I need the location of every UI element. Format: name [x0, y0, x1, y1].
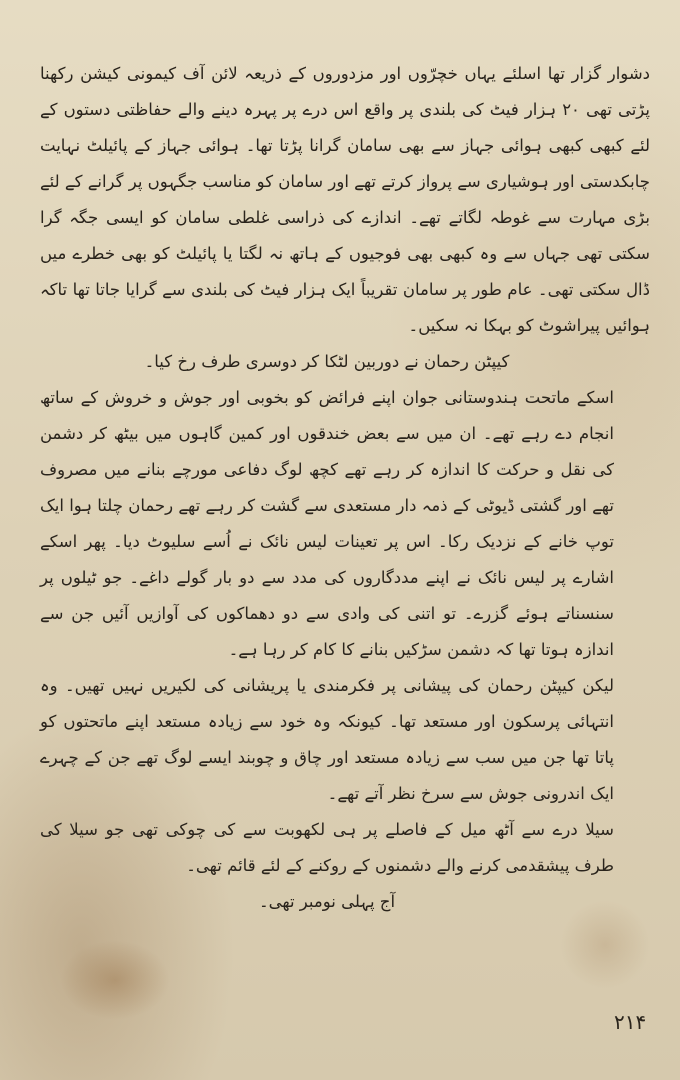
page-text: [40, 56, 650, 920]
paragraph: سیلا درے سے آٹھ میل کے فاصلے پر ہی لکھوبت سے کی چوکی تھی جو سیلا کی طرف پیشقدمی کرنے والے دشمنوں کے روکنے کے لئے قائم تھی۔: [40, 820, 614, 875]
page-number: ۲۱۴: [614, 1010, 647, 1034]
paragraph: دشوار گزار تھا اسلئے یہاں خچرّوں اور مزدوروں کے ذریعہ لائن آف کیمونی کیشن رکھنا پڑتی تھی ۲۰ ہزار فیٹ کی بلندی پر واقع اس درے پر پہرہ دینے والے حفاظتی دستوں کے لئے کبھی کبھی ہوائی جہاز سے بھی سامان گرانا پڑتا تھا۔ ہوائی جہاز کے پائیلٹ نہایت چابکدستی اور ہوشیاری سے پرواز کرتے تھے اور سامان کو مناسب جگہوں پر گرانے کے لئے بڑی مہارت سے غوطہ لگاتے تھے۔ اندازے کی ذراسی غلطی سامان کو ایسی جگہ گرا سکتی تھی جہاں سے وہ کبھی بھی فوجیوں کے ہاتھ نہ لگتا یا پائیلٹ کو بھی خطرے میں ڈال سکتی تھی۔ عام طور پر سامان تقریباً ایک ہزار فیٹ کی بلندی سے گرایا جاتا تھا تاکہ ہوائیں پیراشوٹ کو بہکا نہ سکیں۔: [40, 64, 650, 335]
paragraph: اسکے ماتحت ہندوستانی جوان اپنے فرائض کو بخوبی اور جوش و خروش کے ساتھ انجام دے رہے تھے۔ ان میں سے بعض خندقوں اور کمین گاہوں میں بیٹھ کر دشمن کی نقل و حرکت کا اندازہ کر رہے تھے کچھ لوگ دفاعی مورچے بنانے میں مصروف تھے اور گشتی ڈیوٹی کے ذمہ دار مستعدی سے گشت کر رہے تھے رحمان چلتا ہوا ایک توپ خانے کے نزدیک رکا۔ اس پر تعینات لیس نائک نے اُسے سلیوٹ دیا۔ پھر اسکے اشارے پر لیس نائک نے اپنے مددگاروں کی مدد سے دو بار گولے داغے۔ جو ٹیلوں پر سنسناتے ہوئے گزرے۔ تو اتنی کی وادی سے دو دھماکوں کی آوازیں آئیں جن سے اندازہ ہوتا تھا کہ دشمن سڑکیں بنانے کا کام کر رہا ہے۔: [40, 388, 614, 659]
water-stain: [60, 940, 170, 1020]
paragraph: کیپٹن رحمان نے دوربین لٹکا کر دوسری طرف رخ کیا۔: [144, 352, 510, 371]
paragraph: آج پہلی نومبر تھی۔: [258, 892, 396, 911]
paragraph: لیکن کیپٹن رحمان کی پیشانی پر فکرمندی یا پریشانی کی لکیریں نہیں تھیں۔ وہ انتہائی پرسکون اور مستعد تھا۔ کیونکہ وہ خود سے زیادہ مستعد اپنے ماتحتوں کو پاتا تھا جن میں سب سے زیادہ مستعد اور چاق و چوبند ایسے لوگ تھے جن کے چہرے ایک اندرونی جوش سے سرخ نظر آتے تھے۔: [40, 676, 614, 803]
